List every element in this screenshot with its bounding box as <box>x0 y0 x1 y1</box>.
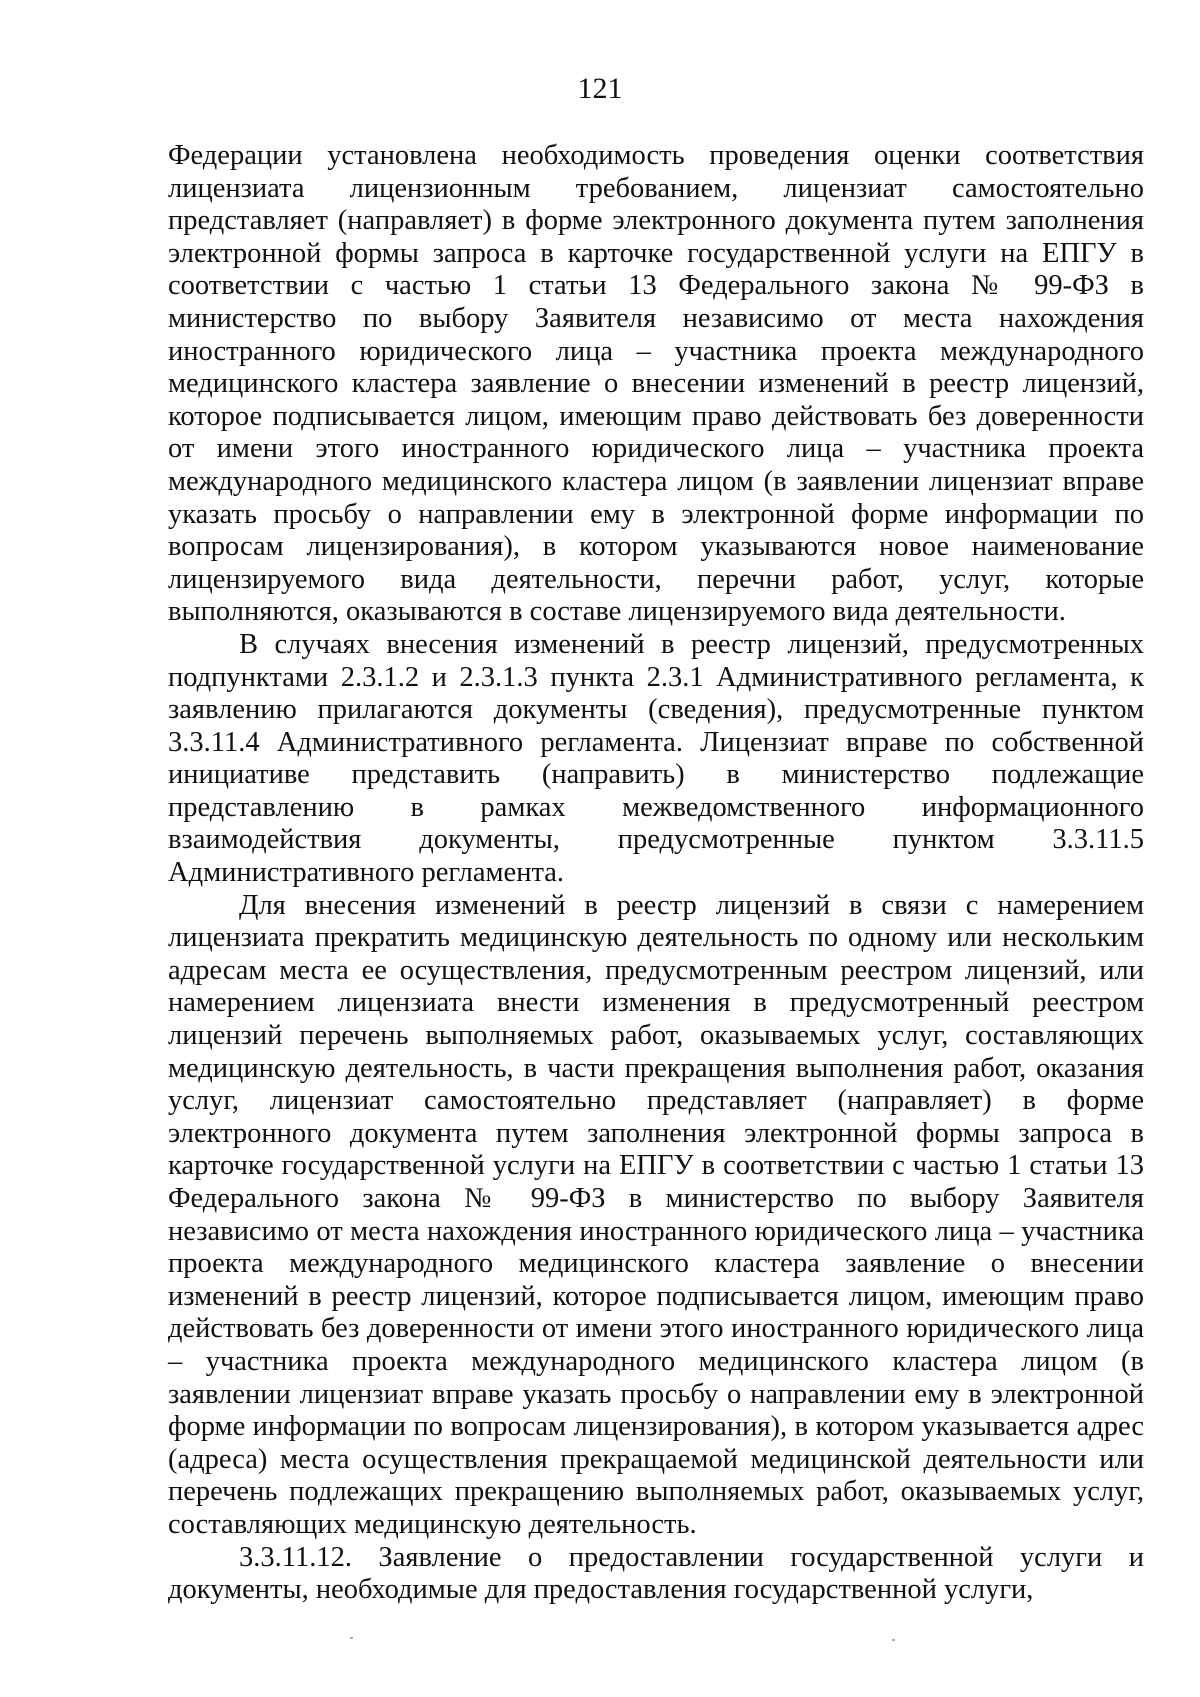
paragraph-registry-changes-documents: В случаях внесения изменений в реестр лицензий, предусмотренных подпунктами 2.3.1.2 и 2.3.1.3 пункта 2.3.1 Административного регламента, к заявлению прилагаются документы (сведения), предусмотренные пунктом 3.3.11.4 Административного регламента. Лицензиат вправе по собственной инициативе представить (направить) в министерство подлежащие представлению в рамках межведомственного информационного взаимодействия документы, предусмотренные пунктом 3.3.11.5 Административного регламента. <box>168 628 1144 889</box>
scan-artifact <box>892 1639 895 1641</box>
document-body <box>168 140 1144 1607</box>
page-number: 121 <box>577 72 623 105</box>
paragraph-termination-of-activity: Для внесения изменений в реестр лицензий в связи с намерением лицензиата прекратить медицинскую деятельность по одному или нескольким адресам места ее осуществления, предусмотренным реестром лицензий, или намерением лицензиата внести изменения в предусмотренный реестром лицензий перечень выполняемых работ, оказываемых услуг, составляющих медицинскую деятельность, в части прекращения выполнения работ, оказания услуг, лицензиат самостоятельно представляет (направляет) в форме электронного документа путем заполнения электронной формы запроса в карточке государственной услуги на ЕПГУ в соответствии с частью 1 статьи 13 Федерального закона № 99-ФЗ в министерство по выбору Заявителя независимо от места нахождения иностранного юридического лица – участника проекта международного медицинского кластера заявление о внесении изменений в реестр лицензий, которое подписывается лицом, имеющим право действовать без доверенности от имени этого иностранного юридического лица – участника проекта международного медицинского кластера лицом (в заявлении лицензиат вправе указать просьбу о направлении ему в электронной форме информации по вопросам лицензирования), в котором указывается адрес (адреса) места осуществления прекращаемой медицинской деятельности или перечень подлежащих прекращению выполняемых работ, оказываемых услуг, составляющих медицинскую деятельность. <box>168 889 1144 1540</box>
paragraph-clause-3-3-11-12: 3.3.11.12. Заявление о предоставлении государственной услуги и документы, необходимые для предоставления государственной услуги, <box>168 1541 1144 1606</box>
scan-artifact <box>350 1637 353 1639</box>
paragraph-continuation: Федерации установлена необходимость проведения оценки соответствия лицензиата лицензионным требованием, лицензиат самостоятельно представляет (направляет) в форме электронного документа путем заполнения электронной формы запроса в карточке государственной услуги на ЕПГУ в соответствии с частью 1 статьи 13 Федерального закона № 99-ФЗ в министерство по выбору Заявителя независимо от места нахождения иностранного юридического лица – участника проекта международного медицинского кластера заявление о внесении изменений в реестр лицензий, которое подписывается лицом, имеющим право действовать без доверенности от имени этого иностранного юридического лица – участника проекта международного медицинского кластера лицом (в заявлении лицензиат вправе указать просьбу о направлении ему в электронной форме информации по вопросам лицензирования), в котором указываются новое наименование лицензируемого вида деятельности, перечни работ, услуг, которые выполняются, оказываются в составе лицензируемого вида деятельности. <box>168 140 1144 628</box>
